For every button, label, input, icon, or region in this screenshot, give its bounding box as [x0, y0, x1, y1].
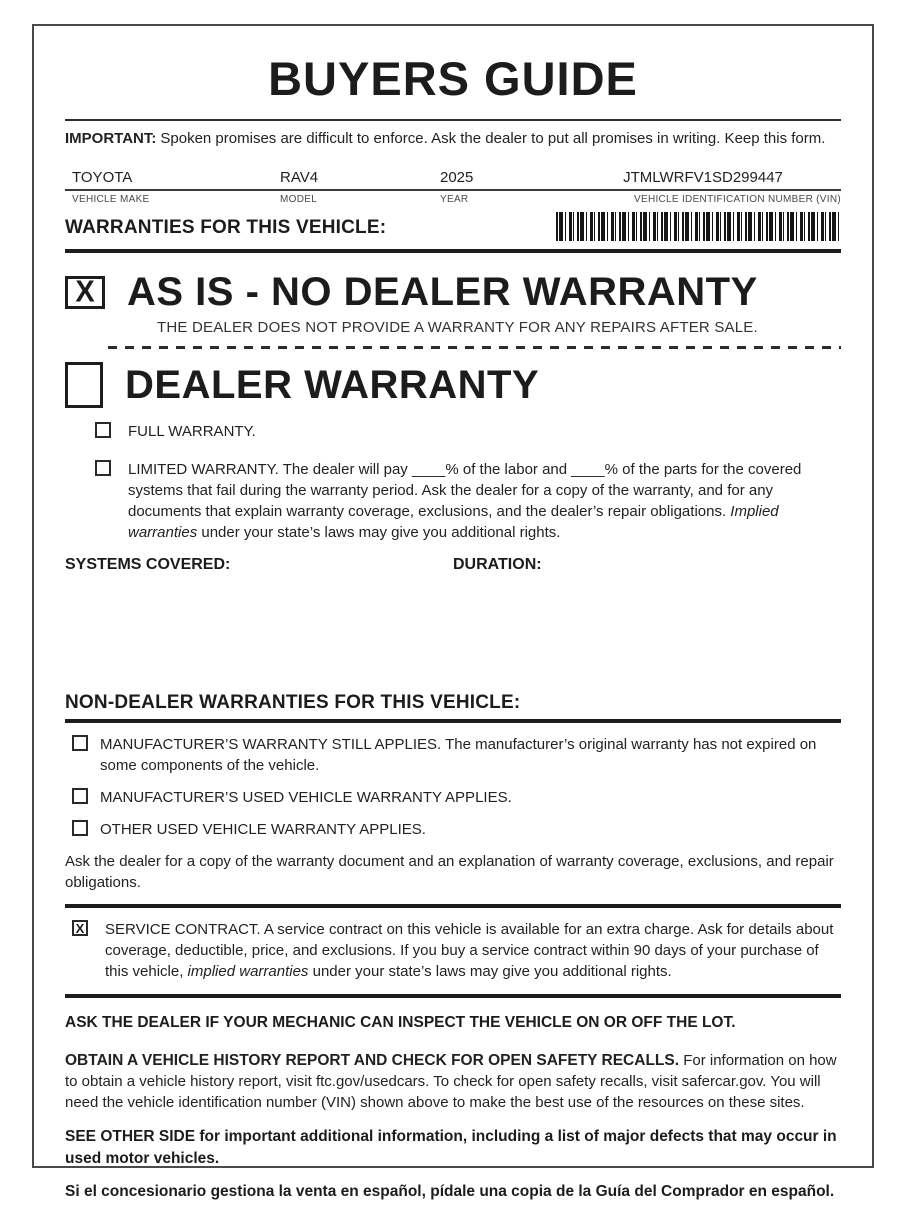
- dealer-warranty-checkbox[interactable]: [65, 362, 103, 408]
- vehicle-info-labels: [65, 191, 841, 205]
- warranty-document-note: Ask the dealer for a copy of the warranty document and an explanation of warranty coverage, exclusions, and repair obligations.: [65, 853, 834, 891]
- service-contract-checkmark: X: [75, 920, 85, 936]
- mechanic-inspect-line: ASK THE DEALER IF YOUR MECHANIC CAN INSPECT THE VEHICLE ON OR OFF THE LOT.: [65, 1014, 736, 1031]
- as-is-checkmark: X: [75, 275, 95, 309]
- service-contract-checkbox[interactable]: [72, 920, 88, 936]
- service-contract-seg2: under your state’s laws may give you additional rights.: [308, 963, 672, 980]
- systems-covered-label: SYSTEMS COVERED:: [65, 556, 231, 573]
- divider: [65, 119, 841, 121]
- limited-warranty-seg1: LIMITED WARRANTY. The dealer will pay ____% of the labor and ____% of the parts for the covered systems that fail during the warranty period. Ask the dealer for a copy of the warranty, and for any documents that explain warranty coverage, exclusions, and the dealer’s repair obligations.: [128, 461, 802, 520]
- spanish-notice: Si el concesionario gestiona la venta en español, pídale una copia de la Guía del Comprador en español.: [65, 1183, 835, 1200]
- history-report-paragraph: [65, 1050, 841, 1113]
- vin-barcode: [556, 212, 841, 241]
- other-used-warranty-text: OTHER USED VEHICLE WARRANTY APPLIES.: [100, 821, 426, 838]
- vehicle-vin-value: JTMLWRFV1SD299447: [623, 169, 783, 186]
- manufacturer-warranty-checkbox[interactable]: [72, 735, 88, 751]
- full-warranty-label: FULL WARRANTY.: [128, 423, 256, 440]
- vehicle-make-value: TOYOTA: [72, 169, 133, 186]
- vehicle-model-label: MODEL: [280, 194, 318, 205]
- buyers-guide-form: [32, 24, 874, 1200]
- as-is-row: [65, 270, 841, 315]
- limited-warranty-text: [128, 459, 841, 543]
- full-warranty-row: [95, 421, 841, 442]
- as-is-subtext: THE DEALER DOES NOT PROVIDE A WARRANTY FOR ANY REPAIRS AFTER SALE.: [157, 319, 758, 336]
- vehicle-model-value: RAV4: [280, 169, 319, 186]
- non-dealer-heading: NON-DEALER WARRANTIES FOR THIS VEHICLE:: [65, 692, 521, 713]
- limited-warranty-row: [95, 459, 841, 543]
- section-divider: [65, 249, 841, 253]
- limited-warranty-italic: Implied warranties: [128, 503, 779, 541]
- history-report-text: For information on how to obtain a vehicle history report, visit ftc.gov/usedcars. To check for open safety recalls, visit safercar.gov. You will need the vehicle identification number (VIN) shown above to make the best use of the resources on these sites.: [65, 1052, 837, 1111]
- important-label: IMPORTANT:: [65, 130, 157, 147]
- full-warranty-checkbox[interactable]: [95, 422, 111, 438]
- systems-duration-row: [65, 556, 841, 574]
- service-contract-seg1: SERVICE CONTRACT. A service contract on this vehicle is available for an extra charge. Ask for details about coverage, deductible, price, and exclusions. If you buy a service contract within 90 days of your purchase of this vehicle,: [105, 921, 834, 980]
- dealer-warranty-row: [65, 362, 841, 408]
- manufacturer-used-warranty-checkbox[interactable]: [72, 788, 88, 804]
- manufacturer-used-warranty-row: [72, 787, 841, 808]
- section-divider: [65, 994, 841, 998]
- section-divider: [65, 719, 841, 723]
- important-text: Spoken promises are difficult to enforce. Ask the dealer to put all promises in writing. Keep this form.: [160, 130, 826, 147]
- history-report-lead: OBTAIN A VEHICLE HISTORY REPORT AND CHECK FOR OPEN SAFETY RECALLS.: [65, 1052, 680, 1069]
- other-used-warranty-row: [72, 819, 841, 840]
- vehicle-info-values: [65, 169, 841, 191]
- dealer-warranty-heading: DEALER WARRANTY: [125, 362, 540, 407]
- vehicle-year-label: YEAR: [440, 194, 469, 205]
- warranties-heading: WARRANTIES FOR THIS VEHICLE:: [65, 217, 387, 238]
- other-used-warranty-checkbox[interactable]: [72, 820, 88, 836]
- manufacturer-warranty-row: [72, 734, 841, 776]
- service-contract-row: [72, 919, 841, 982]
- manufacturer-used-warranty-text: MANUFACTURER’S USED VEHICLE WARRANTY APPLIES.: [100, 789, 512, 806]
- page-title: BUYERS GUIDE: [268, 52, 638, 105]
- section-divider: [65, 904, 841, 908]
- manufacturer-warranty-text: MANUFACTURER’S WARRANTY STILL APPLIES. The manufacturer’s original warranty has not expired on some components of the vehicle.: [100, 736, 817, 774]
- important-notice: [65, 130, 841, 148]
- limited-warranty-checkbox[interactable]: [95, 460, 111, 476]
- limited-warranty-seg2: under your state’s laws may give you additional rights.: [197, 524, 561, 541]
- service-contract-italic: implied warranties: [187, 963, 309, 980]
- blank-fill-in-area: [65, 574, 841, 692]
- service-contract-text: [105, 919, 841, 982]
- dashed-divider: [108, 346, 841, 349]
- vehicle-vin-label: VEHICLE IDENTIFICATION NUMBER (VIN): [634, 194, 841, 205]
- vehicle-year-value: 2025: [440, 169, 474, 186]
- warranties-header-row: [65, 212, 841, 241]
- duration-label: DURATION:: [453, 556, 542, 573]
- as-is-checkbox[interactable]: [65, 276, 105, 309]
- as-is-heading: AS IS - NO DEALER WARRANTY: [127, 270, 758, 314]
- vehicle-make-label: VEHICLE MAKE: [72, 194, 150, 205]
- see-other-side-paragraph: SEE OTHER SIDE for important additional information, including a list of major defects that may occur in used motor vehicles.: [65, 1128, 837, 1167]
